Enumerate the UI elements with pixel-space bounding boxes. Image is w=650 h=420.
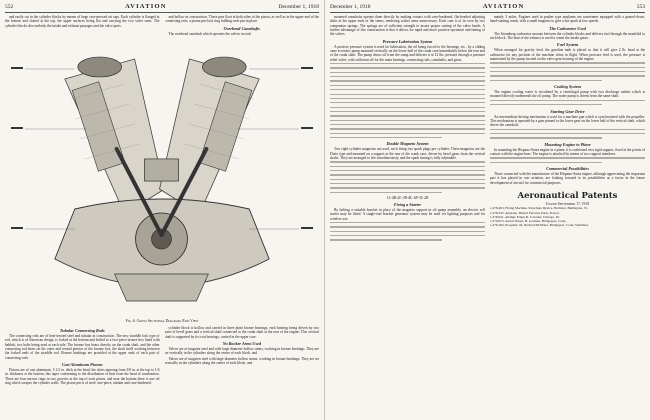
- right-col1-text-a: mounted camshafts operate them directly by making contact with case-hardened, flat-headed adjusting disks at the upper ends of the stems, rendering rocker arms unnecessary. Each cam is of its own by two companion springs. The springs are of sufficient strength to insure proper seating of the valve heads. A further advantage of this construction is that it allows for rapid and more positive operation and timing of the valves.: [330, 15, 485, 37]
- patent-entry: 1,278,641. Airship. Edgar R. Cavalier, Chicago, Ill.: [490, 214, 560, 219]
- patent-entry: 1,279,053. Aerial Vessel. H. Gorman, Bridgeport, Conn.: [490, 219, 567, 224]
- tubular-rods-text: The connecting rods are of heat-treated steel and tubular in construction. The new straddle fork type of rod, which is of American design, is forked at the bottom and bolted to a two-piece bronze box lined with babbitt, two bolts being used at each side. The bronze box bears directly on the crank shaft, and the other connecting rod bears on the outer and central portion of the bronze box, the shaft itself working between the forked ends of the straddle rod. Bronze bushings are provided at the upper ends of each pair of connecting rods.: [5, 334, 160, 360]
- right-camshaft-housing: [202, 57, 246, 77]
- starting-gear-heading: Starting Gear Drive: [550, 108, 585, 114]
- firing-starter-text: By bolting a suitable bracket in place of the magneto support in oil pump assembly, an electric self starter may be fitted. A single-end bracket generator system may be used for lighting purposes and for wireless use.: [330, 208, 485, 221]
- left-col2-text-a: cylinder block is hollow and carried in three plain bronze bearings, each bearing being driven by two pairs of bevel gears and a vertical shaft connected to the crank shaft at the rear of the engine. This vertical shaft is supported by its own bearings, carried in the upper case.: [164, 326, 319, 339]
- cooling-system-text: The engine cooling water is circulated by a centrifugal pump with two discharge outlets which is mounted directly underneath the oil pump. The water pump is driven from the same shaft.: [490, 90, 645, 99]
- aeronautical-patents-heading: Aeronautical Patents: [517, 190, 618, 201]
- right-column-2: [490, 15, 645, 415]
- mounting-engine-text: In mounting the Hispano-Suiza engine in a plane, it is cushioned on a rigid support, fixed at the points of contact with the engine base. The engine is attached by means of two support members.: [490, 147, 645, 156]
- rocker-arms-heading: No Rocker Arms Used: [222, 341, 261, 347]
- left-date: December 1, 1918: [278, 4, 319, 10]
- firing-order-formula: 1L-4R-2L-3R-4L-1R-3L-2R: [386, 196, 429, 201]
- left-intro-text-right: and hollow in construction. These pins float in both sides of the piston, as well as in the upper end of the connecting rods, a piston pin-lock ring holding each pin in place.: [164, 15, 319, 24]
- tubular-rods-heading: Tubular Connecting Rods: [59, 328, 105, 334]
- carburetor-text: The Stromberg carburetor mounts between the cylinder blocks and delivers fuel through the manifold to each block. The heat of the exhaust is used to warm the intake gases.: [490, 31, 645, 41]
- firing-starter-heading: Firing a Starter: [393, 202, 422, 208]
- patent-entry: 1,278,545. Airplane. Hubert Ferrand, Paris, France.: [490, 210, 560, 215]
- left-intro-text: and easily cut in the cylinder blocks by means of large case-pressed air taps. Each cylinder is flanged at the bottom and slotted at the top, the upper surfaces being flat and carrying the two valve seats. The cylinder blocks also embody the intake and exhaust passages and the valve ports.: [5, 15, 160, 28]
- patents-subheading: Issued September 17, 1918: [546, 201, 589, 206]
- engine-cross-section-figure: [5, 39, 319, 317]
- figure-caption: Fig. 6. Cross Sectional Diagram, End View: [125, 319, 199, 324]
- patent-entry: 1,279,182. Propeller. M. Richard McMann, Bridgeport, Conn. Stabilizer.: [490, 223, 589, 228]
- cooling-system-heading: Cooling System: [554, 84, 581, 90]
- left-running-head: [5, 3, 319, 13]
- right-running-head: [330, 3, 645, 13]
- left-col2-text-b: Valves are of tungsten steel with large diameter hollow stems, working in bronze bushings. They are set vertically in the cylinders along the center of each block, and: [164, 356, 319, 366]
- right-page-number: 553: [636, 4, 645, 10]
- overhead-camshafts-heading: Overhead Camshafts: [223, 25, 260, 31]
- mounting-engine-heading: Mounting Engine to Plane: [544, 141, 591, 147]
- fuel-system-text: When arranged for gravity feed, the gasoline tank is placed so that it will give 2 lb. head at the carburetor for any position of the machine when in flight. When pressure feed is used, the pressure is maintained by the pump located on the valve gear housing of the engine.: [490, 48, 645, 62]
- right-column-1: [330, 15, 485, 415]
- patent-entry: 1,278,463. Flying Machine. Parachute Device. Hollister, Burlington, Vt.: [490, 206, 589, 211]
- right-date: December 1, 1918: [330, 4, 371, 10]
- fuel-system-heading: Fuel System: [556, 42, 579, 48]
- starting-gear-text: An intermediate driving mechanism is used for a machine gun which is synchronized with the propeller. This mechanism is operated by a gear pinned to the lower gear on the lower half of the vertical shaft, which drives the camshaft.: [490, 114, 645, 128]
- engine-diagram-illustration: [5, 39, 319, 317]
- double-magneto-text: Two right-cylinder magnetos are used, each firing two spark plugs per cylinder. These magnetos are the Dixie type and mounted on a support at the rear of the crank case, driven by bevel gears from the vertical shafts. They are arranged to fire simultaneously, and the spark timing is fully adjustable.: [330, 147, 485, 160]
- left-camshaft-housing: [78, 57, 122, 77]
- right-page: [325, 0, 650, 420]
- right-journal-title: AVIATION: [482, 3, 525, 10]
- commercial-possibilities-heading: Commercial Possibilities: [546, 165, 589, 171]
- cast-pistons-text: Pistons are of cast aluminum, 5 1/2 in. thick at the head, the skirts tapering from 3/8 in. at the top to 1/4 in. thickness at the bottom, this taper conforming to the distribution of heat from the head of combustion. There are four narrow rings in two grooves at the top of each piston, and near the bottom there is one oil ring which scrapes the cylinder walls. The piston pin is of steel, one-piece, tubular and case-hardened.: [5, 368, 160, 386]
- commercial-possibilities-text: Those connected with the manufacture of the Hispano-Suiza engine, although appreciating the important part it has played in war aviation, are looking forward to its possibilities as a factor in the future development of aircraft for commercial purposes.: [490, 171, 645, 185]
- pressure-lubrication-text: A positive pressure system is used for lubrication, the oil being forced to the bearings, etc., by a sliding vane eccentric pump mounted vertically on the lower half of the crank case immediately below the rear end of the crank shaft. The pump draws oil from the sump and delivers it at 12 lbs. pressure through a pressure relief valve, with sufficient oil for the main bearings, connecting rods, camshafts, and gears.: [330, 44, 485, 62]
- carburetor-heading: The Carburetor Used: [549, 25, 586, 31]
- pressure-lubrication-heading: Pressure Lubrication System: [382, 38, 433, 44]
- overhead-camshafts-text: The overhead camshaft which operates the valves in each: [168, 31, 252, 36]
- right-col2-text-a: mainly 3 miles. Engines used in pusher type airplanes are sometimes equipped with a geared-down, hand-starting crank, with a small magneto to give a hot spark at low speeds.: [490, 15, 645, 24]
- double-magneto-heading: Double Magneto System: [386, 141, 429, 147]
- rocker-arms-text: Valves are of tungsten steel and with large diameter hollow stems, working in bronze bushings. They are set vertically in the cylinders along the center of each block, and: [164, 347, 319, 356]
- cast-pistons-heading: Cast Aluminum Pistons: [61, 362, 103, 368]
- left-journal-title: AVIATION: [125, 3, 167, 10]
- left-page-number: 552: [5, 4, 14, 10]
